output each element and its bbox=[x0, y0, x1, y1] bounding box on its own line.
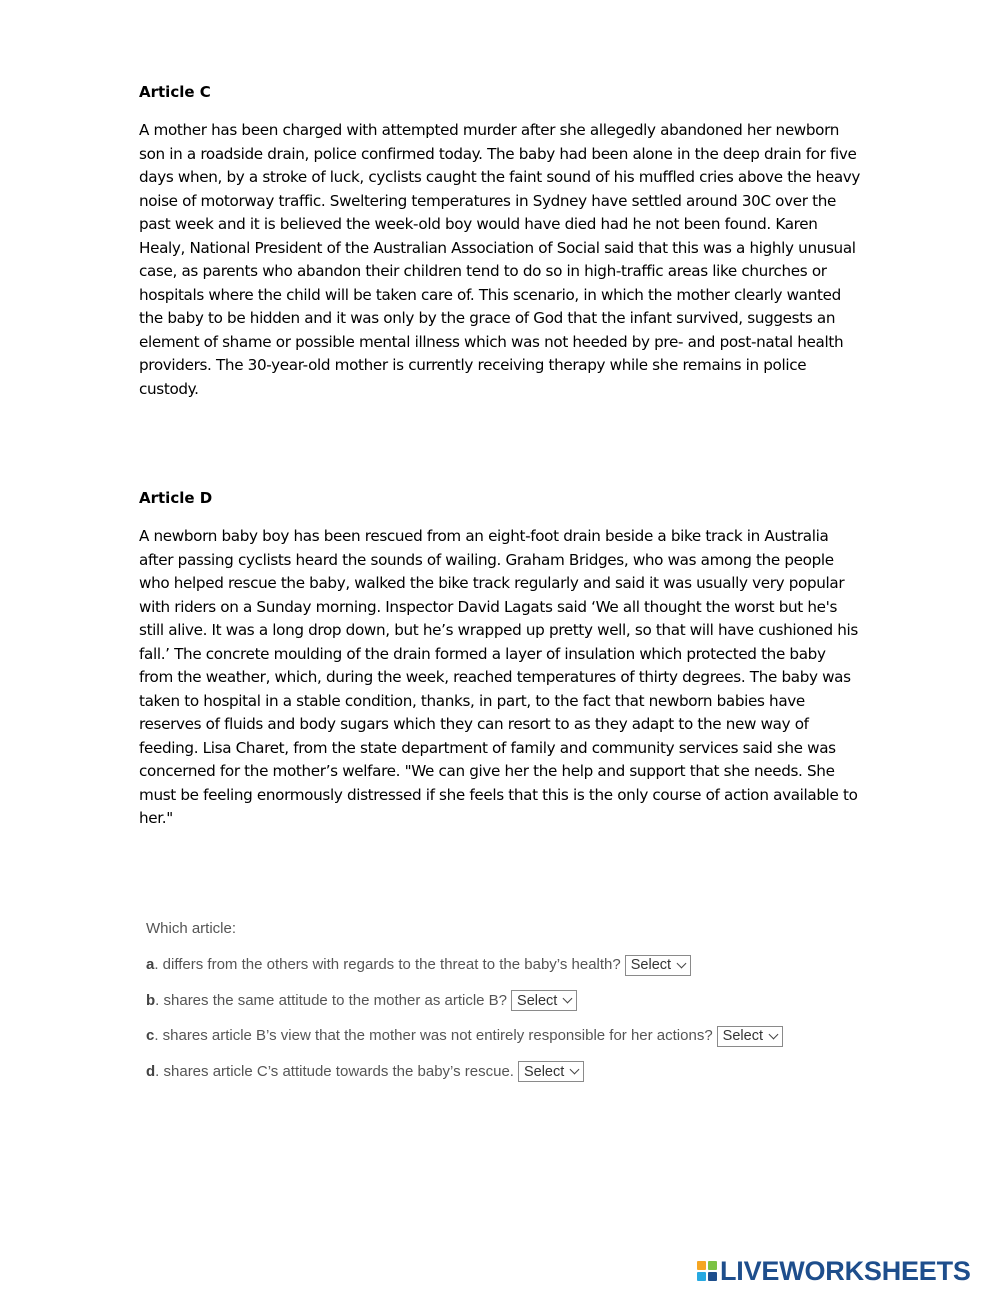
chevron-down-icon bbox=[677, 958, 687, 968]
liveworksheets-logo-icon bbox=[697, 1261, 717, 1281]
select-label: Select bbox=[523, 1063, 565, 1080]
quiz-item-b bbox=[146, 990, 846, 1012]
quiz-item-c bbox=[146, 1025, 846, 1047]
article-c-body: A mother has been charged with attempted murder after she allegedly abandoned her newborn son in a roadside drain, police confirmed today. The baby had been alone in the deep drain for five days when, by a stroke of luck, cyclists caught the faint sound of his muffled cries above the heavy noise of motorway traffic. Sweltering temperatures in Sydney have settled around 30C over the past week and it is believed the week-old boy would have died had he not been found. Karen Healy, National President of the Australian Association of Social said that this was a highly unusual case, as parents who abandon their children tend to do so in high-traffic areas like churches or hospitals where the child will be taken care of. This scenario, in which the mother clearly wanted the baby to be hidden and it was only by the grace of God that the infant survived, suggests an element of shame or possible mental illness which was not heeded by pre- and post-natal health providers. The 30-year-old mother is currently receiving therapy while she remains in police custody. bbox=[139, 121, 861, 398]
quiz-item-d bbox=[146, 1061, 846, 1083]
logo-square bbox=[708, 1272, 717, 1281]
answer-select-d[interactable] bbox=[518, 1061, 584, 1082]
chevron-down-icon bbox=[570, 1065, 580, 1075]
answer-select-b[interactable] bbox=[511, 990, 577, 1011]
quiz-question-text: . differs from the others with regards to the threat to the baby’s health? bbox=[154, 956, 621, 973]
quiz-letter: c bbox=[146, 1027, 155, 1044]
select-label: Select bbox=[517, 992, 558, 1009]
quiz-item-a bbox=[146, 954, 846, 976]
quiz-question-text: . shares the same attitude to the mother as article B? bbox=[155, 991, 508, 1009]
article-d-title: Article D bbox=[139, 489, 213, 507]
answer-select-c[interactable] bbox=[717, 1026, 783, 1047]
quiz-section bbox=[146, 918, 846, 1096]
quiz-prompt: Which article: bbox=[146, 920, 237, 937]
article-d bbox=[139, 488, 864, 831]
quiz-letter: d bbox=[146, 1062, 156, 1080]
logo-text: LIVEWORKSHEETS bbox=[720, 1255, 971, 1286]
logo-square bbox=[708, 1261, 717, 1270]
article-c-title: Article C bbox=[139, 83, 211, 101]
quiz-letter: b bbox=[146, 991, 156, 1009]
quiz-question-text: . shares article C’s attitude towards the baby’s rescue. bbox=[155, 1062, 514, 1080]
answer-select-a[interactable] bbox=[625, 955, 691, 976]
select-label: Select bbox=[630, 957, 672, 973]
article-c bbox=[139, 82, 864, 401]
select-label: Select bbox=[722, 1028, 763, 1044]
quiz-question-text: . shares article B’s view that the mother was not entirely responsible for her actions? bbox=[154, 1027, 713, 1044]
chevron-down-icon bbox=[563, 994, 573, 1004]
liveworksheets-logo bbox=[697, 1256, 971, 1286]
quiz-letter: a bbox=[146, 956, 155, 973]
logo-square bbox=[697, 1272, 706, 1281]
logo-square bbox=[697, 1261, 706, 1270]
article-d-body: A newborn baby boy has been rescued from an eight-foot drain beside a bike track in Australia after passing cyclists heard the sounds of wailing. Graham Bridges, who was among the people who helped rescue the baby, walked the bike track regularly and said it was usually very popular with riders on a Sunday morning. Inspector David Lagats said ‘We all thought the worst but he's still alive. It was a long drop down, but he’s wrapped up pretty well, so that will have cushioned his fall.’ The concrete moulding of the drain formed a layer of insulation which protected the baby from the weather, which, during the week, reached temperatures of thirty degrees. The baby was taken to hospital in a stable condition, thanks, in part, to the fact that newborn babies have reserves of fluids and body sugars which they can resort to as they adapt to the new way of feeding. Lisa Charet, from the state department of family and community services said she was concerned for the mother’s welfare. "We can give her the help and support that she needs. She must be feeling enormously distressed if she feels that this is the only course of action available to her." bbox=[139, 527, 858, 827]
chevron-down-icon bbox=[769, 1029, 779, 1039]
